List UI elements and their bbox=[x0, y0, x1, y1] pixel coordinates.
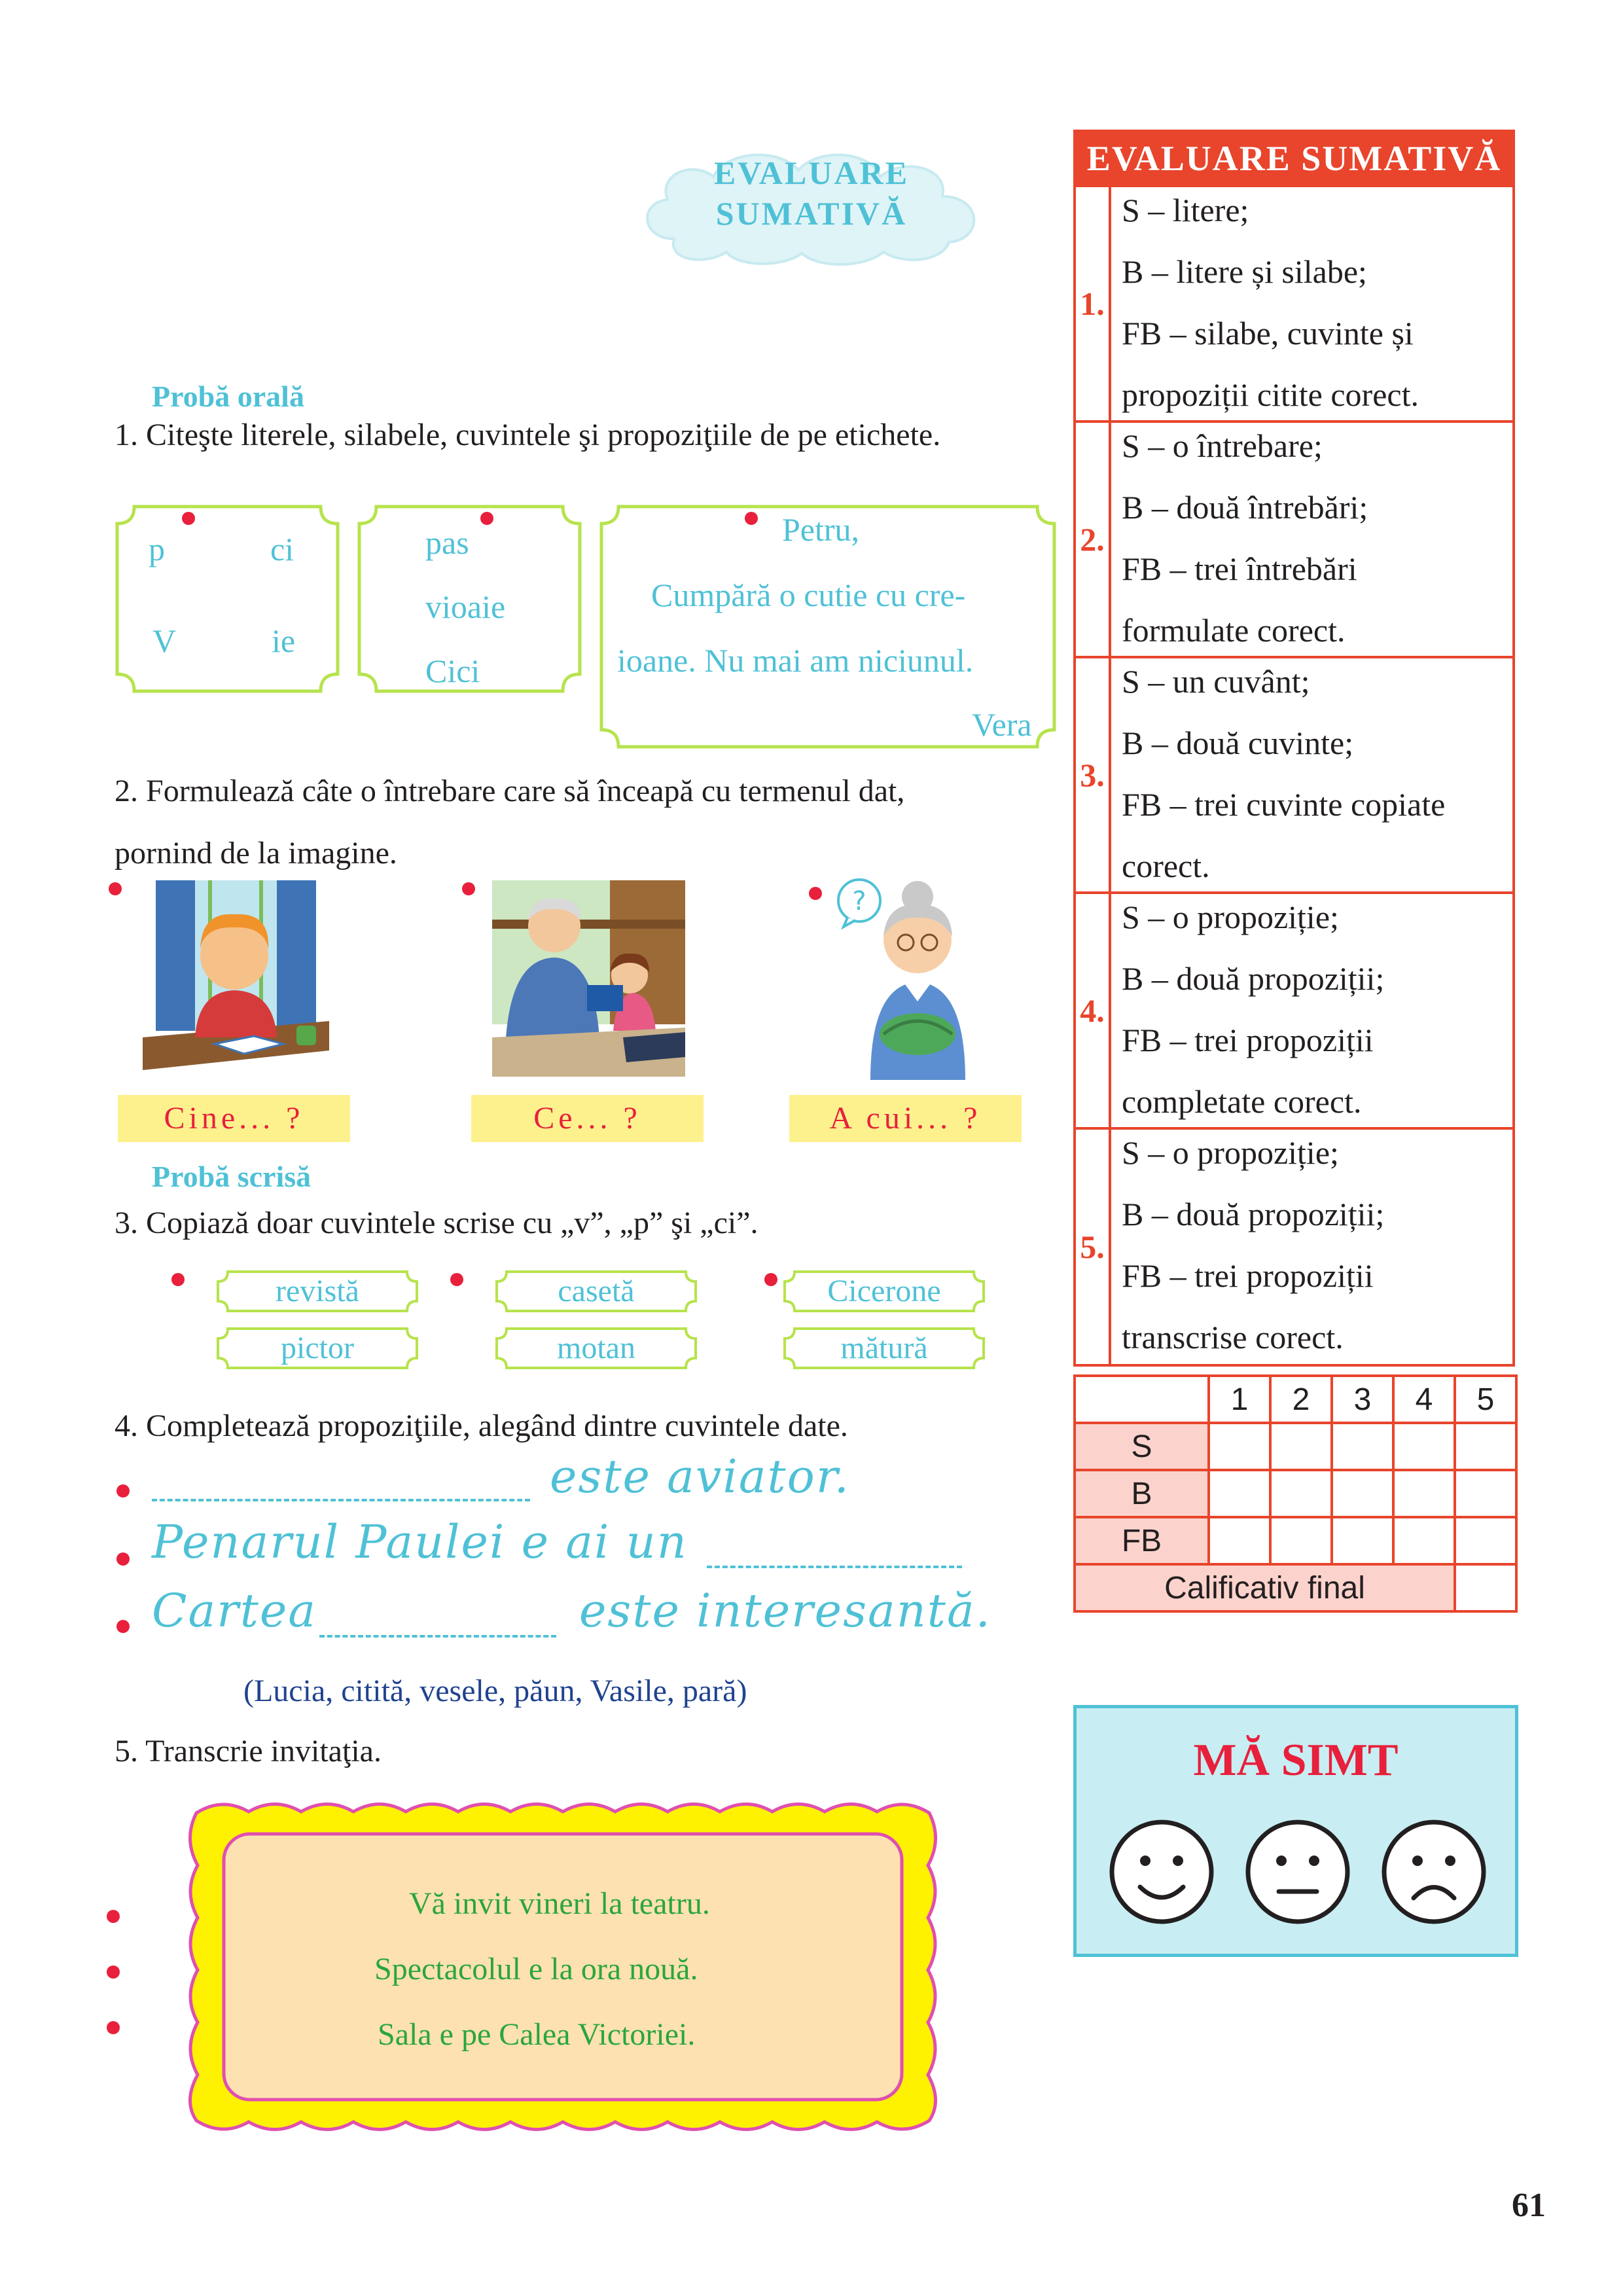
grid-cell[interactable] bbox=[1332, 1423, 1393, 1470]
task3-text: 3. Copiază doar cuvintele scrise cu „v”, „p” şi „ci”. bbox=[115, 1206, 758, 1240]
word-tag bbox=[216, 1327, 419, 1370]
bullet-dot bbox=[462, 882, 475, 895]
rubric-line: S – o propoziție; bbox=[1122, 1134, 1339, 1171]
written-heading: Probă scrisă bbox=[152, 1160, 312, 1193]
tag3-line3: ioane. Nu mai am niciunul. bbox=[617, 642, 974, 679]
bullet-dot bbox=[809, 887, 822, 900]
grandfather-girl-image bbox=[492, 880, 685, 1077]
rubric-line: transcrise corect. bbox=[1122, 1319, 1344, 1355]
bullet-dot bbox=[480, 512, 493, 525]
grid-cell[interactable] bbox=[1455, 1423, 1516, 1470]
rubric-line: S – litere; bbox=[1122, 192, 1249, 228]
grid-row-header: S bbox=[1075, 1423, 1209, 1470]
grid-row-header: B bbox=[1075, 1470, 1209, 1517]
neutral-face-icon[interactable] bbox=[1242, 1816, 1353, 1928]
grid-corner bbox=[1075, 1376, 1209, 1423]
word-revista: revistă bbox=[276, 1274, 359, 1308]
grid-cell[interactable] bbox=[1393, 1517, 1455, 1564]
word-tag bbox=[495, 1327, 698, 1370]
task2-line2: pornind de la imagine. bbox=[115, 836, 397, 870]
rubric-row-1 bbox=[1073, 187, 1515, 423]
cloud-title-line1: EVALUARE bbox=[713, 154, 910, 191]
boy-reading-image bbox=[143, 880, 329, 1077]
rubric-line: FB – trei propoziții bbox=[1122, 1257, 1374, 1294]
task4-text: 4. Completează propoziţiile, alegând dintre cuvintele date. bbox=[115, 1408, 848, 1443]
grid-col-header: 3 bbox=[1332, 1376, 1393, 1423]
rubric-num: 3. bbox=[1076, 658, 1111, 891]
tag3-line4: Vera bbox=[972, 706, 1032, 743]
tag1-ie: ie bbox=[272, 622, 296, 659]
mood-title: MĂ SIMT bbox=[1193, 1735, 1399, 1785]
label-tag-message bbox=[599, 504, 1057, 749]
sentence1-text: este aviator. bbox=[550, 1450, 850, 1503]
rubric-row-4 bbox=[1073, 894, 1515, 1130]
rubric-line: S – un cuvânt; bbox=[1122, 663, 1310, 700]
grandmother-image bbox=[857, 877, 978, 1080]
bullet-dot bbox=[745, 512, 758, 525]
svg-text:?: ? bbox=[852, 886, 866, 916]
rubric-row-2 bbox=[1073, 423, 1515, 658]
grid-cell[interactable] bbox=[1209, 1423, 1270, 1470]
page-number: 61 bbox=[1512, 2187, 1546, 2224]
blank-line[interactable] bbox=[152, 1499, 530, 1501]
bullet-dot bbox=[450, 1273, 463, 1286]
task5-text: 5. Transcrie invitaţia. bbox=[115, 1734, 382, 1768]
grid-cell[interactable] bbox=[1209, 1517, 1270, 1564]
task1-text: 1. Citeşte literele, silabele, cuvintele şi propoziţiile de pe etichete. bbox=[115, 418, 941, 452]
question-label-a-cui: A cui... ? bbox=[789, 1095, 1022, 1142]
rubric-num: 1. bbox=[1076, 187, 1111, 420]
blank-line[interactable] bbox=[319, 1635, 556, 1638]
word-caseta: casetă bbox=[558, 1274, 635, 1308]
question-label-cine: Cine... ? bbox=[118, 1095, 350, 1142]
tag2-pas: pas bbox=[425, 524, 469, 561]
bullet-dot bbox=[107, 1965, 120, 1979]
rubric-line: formulate corect. bbox=[1122, 612, 1346, 649]
rubric-line: FB – silabe, cuvinte și bbox=[1122, 315, 1414, 351]
grid-col-header: 5 bbox=[1455, 1376, 1516, 1423]
rubric-row-5 bbox=[1073, 1130, 1515, 1367]
word-tag bbox=[495, 1270, 698, 1313]
invitation-line3: Sala e pe Calea Victoriei. bbox=[378, 2017, 696, 2052]
label-tag-letters bbox=[115, 504, 340, 694]
rubric-line: B – două întrebări; bbox=[1122, 489, 1368, 526]
rubric-line: S – o propoziție; bbox=[1122, 899, 1339, 935]
grid-cell[interactable] bbox=[1209, 1470, 1270, 1517]
word-tag bbox=[783, 1270, 986, 1313]
grid-row-header: FB bbox=[1075, 1517, 1209, 1564]
label-tag-syllables bbox=[357, 504, 582, 694]
rubric-line: completate corect. bbox=[1122, 1083, 1362, 1120]
grid-cell[interactable] bbox=[1455, 1470, 1516, 1517]
grid-col-header: 4 bbox=[1393, 1376, 1455, 1423]
bullet-dot bbox=[107, 1910, 120, 1923]
final-grade-label: Calificativ final bbox=[1075, 1564, 1455, 1611]
bullet-dot bbox=[116, 1552, 130, 1566]
grid-cell[interactable] bbox=[1332, 1470, 1393, 1517]
sentence2-text: Penarul Paulei e ai un bbox=[152, 1515, 688, 1569]
grid-cell[interactable] bbox=[1393, 1470, 1455, 1517]
word-choices: (Lucia, citită, vesele, păun, Vasile, pară) bbox=[243, 1674, 747, 1708]
oral-heading: Probă orală bbox=[152, 380, 304, 413]
rubric-line: B – două cuvinte; bbox=[1122, 725, 1354, 761]
final-grade-cell[interactable] bbox=[1455, 1564, 1516, 1611]
tag1-p: p bbox=[149, 531, 165, 567]
grid-cell[interactable] bbox=[1270, 1517, 1332, 1564]
rubric-line: corect. bbox=[1122, 848, 1210, 884]
rubric-line: B – două propoziții; bbox=[1122, 1196, 1385, 1232]
tag1-V: V bbox=[152, 622, 177, 659]
cloud-title-line2: SUMATIVĂ bbox=[715, 195, 908, 232]
grid-col-header: 1 bbox=[1209, 1376, 1270, 1423]
question-label-ce: Ce... ? bbox=[471, 1095, 704, 1142]
rubric-num: 2. bbox=[1076, 423, 1111, 656]
grid-cell[interactable] bbox=[1270, 1423, 1332, 1470]
score-grid bbox=[1073, 1374, 1518, 1613]
rubric-line: propoziții citite corect. bbox=[1122, 376, 1419, 413]
blank-line[interactable] bbox=[707, 1566, 962, 1568]
tag2-cici: Cici bbox=[425, 653, 480, 689]
bullet-dot bbox=[109, 882, 122, 895]
bullet-dot bbox=[116, 1484, 130, 1498]
sad-face-icon[interactable] bbox=[1378, 1816, 1489, 1928]
word-pictor: pictor bbox=[281, 1331, 354, 1365]
rubric-line: FB – trei cuvinte copiate bbox=[1122, 786, 1446, 823]
grid-cell[interactable] bbox=[1393, 1423, 1455, 1470]
grid-cell[interactable] bbox=[1455, 1517, 1516, 1564]
rubric-line: S – o întrebare; bbox=[1122, 427, 1323, 464]
tag3-line2: Cumpără o cutie cu cre- bbox=[651, 577, 966, 613]
rubric-line: B – două propoziții; bbox=[1122, 960, 1385, 997]
word-cicerone: Cicerone bbox=[827, 1274, 941, 1308]
tag2-vioaie: vioaie bbox=[425, 588, 506, 625]
rubric-line: FB – trei întrebări bbox=[1122, 550, 1357, 587]
rubric-num: 5. bbox=[1076, 1130, 1111, 1364]
rubric-line: FB – trei propoziții bbox=[1122, 1022, 1374, 1058]
word-matura: mătură bbox=[840, 1331, 928, 1365]
mood-box bbox=[1073, 1705, 1518, 1957]
word-motan: motan bbox=[557, 1331, 635, 1365]
rubric-row-3 bbox=[1073, 658, 1515, 894]
tag1-ci: ci bbox=[270, 531, 294, 567]
task2-line1: 2. Formulează câte o întrebare care să înceapă cu termenul dat, bbox=[115, 774, 905, 808]
bullet-dot bbox=[764, 1273, 777, 1286]
invitation-line2: Spectacolul e la ora nouă. bbox=[374, 1952, 698, 1986]
tag3-line1: Petru, bbox=[782, 511, 860, 548]
rubric-title: EVALUARE SUMATIVĂ bbox=[1073, 130, 1515, 187]
sentence3-end: este interesantă. bbox=[579, 1584, 991, 1638]
grid-cell[interactable] bbox=[1270, 1470, 1332, 1517]
grid-col-header: 2 bbox=[1270, 1376, 1332, 1423]
word-tag bbox=[216, 1270, 419, 1313]
bullet-dot bbox=[171, 1273, 185, 1286]
invitation-line1: Vă invit vineri la teatru. bbox=[409, 1886, 710, 1921]
sentence3-start: Cartea bbox=[152, 1584, 317, 1638]
bullet-dot bbox=[107, 2021, 120, 2034]
rubric-num: 4. bbox=[1076, 894, 1111, 1127]
bullet-dot bbox=[116, 1620, 130, 1633]
bullet-dot bbox=[182, 512, 195, 525]
word-tag bbox=[783, 1327, 986, 1370]
cloud-title bbox=[628, 141, 995, 268]
grid-cell[interactable] bbox=[1332, 1517, 1393, 1564]
happy-face-icon[interactable] bbox=[1106, 1816, 1217, 1928]
rubric-line: B – litere și silabe; bbox=[1122, 253, 1367, 290]
